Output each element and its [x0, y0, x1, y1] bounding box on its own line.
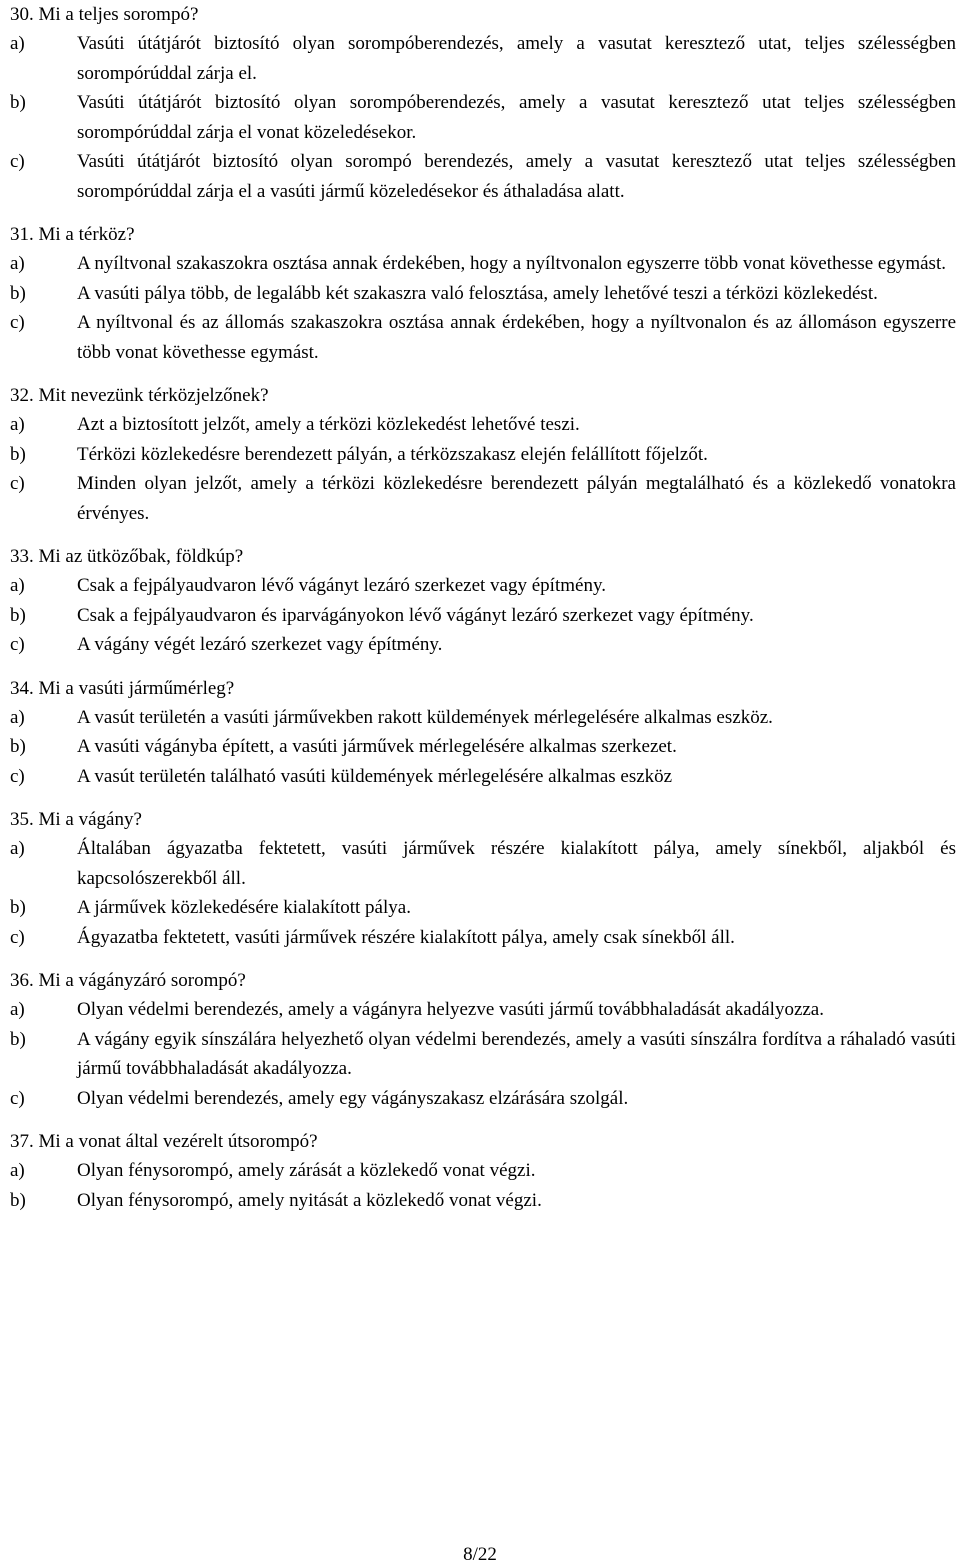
answer-option	[10, 410, 956, 440]
answer-option	[10, 308, 956, 367]
answer-letter: b)	[10, 92, 26, 113]
answer-text: Általában ágyazatba fektetett, vasúti járművek részére kialakított pálya, amely sínekből, aljakból és kapcsolószerekből áll.	[77, 838, 956, 889]
answer-option	[10, 834, 956, 893]
answer-text: A vágány végét lezáró szerkezet vagy építmény.	[77, 634, 443, 655]
answer-letter: c)	[10, 926, 25, 948]
answer-letter: c)	[10, 473, 25, 494]
answer-text: Vasúti útátjárót biztosító olyan sorompóberendezés, amely a vasutat keresztező utat teljes szélességben sorompórúddal zárja el vonat közeledésekor.	[77, 92, 956, 143]
answer-letter: a)	[10, 33, 25, 54]
answer-letter: b)	[10, 1189, 26, 1211]
answer-text: Olyan védelmi berendezés, amely egy vágányszakasz elzárására szolgál.	[77, 1087, 629, 1109]
question-block	[10, 674, 956, 792]
answer-text: A nyíltvonal és az állomás szakaszokra osztása annak érdekében, hogy a nyíltvonalon és az állomáson egyszerre több vonat követhesse egymást.	[77, 312, 956, 363]
answer-text: Csak a fejpályaudvaron lévő vágányt lezáró szerkezet vagy építmény.	[77, 575, 606, 596]
question-block	[10, 220, 956, 367]
answer-text: A vasúti vágányba épített, a vasúti járművek mérlegelésére alkalmas szerkezet.	[77, 736, 677, 757]
answer-text: Olyan fénysorompó, amely nyitását a közlekedő vonat végzi.	[77, 1189, 542, 1211]
answer-option	[10, 571, 956, 601]
question-title: 35. Mi a vágány?	[10, 809, 142, 830]
answer-text: Térközi közlekedésre berendezett pályán, a térközszakasz elején felállított főjelzőt.	[77, 443, 708, 465]
answer-option	[10, 893, 956, 923]
answer-text: A vasút területén a vasúti járművekben rakott küldemények mérlegelésére alkalmas eszköz.	[77, 706, 773, 728]
answer-text: A járművek közlekedésére kialakított pálya.	[77, 897, 411, 918]
answer-text: Olyan védelmi berendezés, amely a vágányra helyezve vasúti jármű továbbhaladását akadályozza.	[77, 999, 824, 1020]
answer-option	[10, 29, 956, 88]
answer-letter: a)	[10, 414, 25, 435]
question-block	[10, 1127, 956, 1215]
question-title: 30. Mi a teljes sorompó?	[10, 4, 199, 25]
question-title: 34. Mi a vasúti járműmérleg?	[10, 677, 235, 699]
answer-letter: a)	[10, 838, 25, 859]
answer-text: A vasúti pálya több, de legalább két szakaszra való felosztása, amely lehetővé teszi a térközi közlekedést.	[77, 282, 878, 304]
question-title: 31. Mi a térköz?	[10, 224, 135, 245]
answer-option	[10, 88, 956, 147]
question-block	[10, 542, 956, 660]
answer-option	[10, 630, 956, 660]
answer-letter: c)	[10, 634, 25, 655]
answer-letter: a)	[10, 706, 25, 728]
answer-option	[10, 440, 956, 470]
answer-letter: c)	[10, 151, 25, 172]
question-title: 33. Mi az ütközőbak, földkúp?	[10, 546, 244, 567]
answer-letter: c)	[10, 1087, 25, 1109]
answer-letter: a)	[10, 575, 25, 596]
question-title: 37. Mi a vonat által vezérelt útsorompó?	[10, 1131, 318, 1152]
answer-option	[10, 1186, 956, 1216]
answer-text: A nyíltvonal szakaszokra osztása annak érdekében, hogy a nyíltvonalon egyszerre több vonat követhesse egymást.	[77, 253, 946, 274]
answer-letter: a)	[10, 999, 25, 1020]
answer-letter: b)	[10, 443, 26, 465]
answer-letter: b)	[10, 604, 26, 626]
question-block	[10, 805, 956, 952]
page-number: 8/22	[463, 1544, 497, 1565]
answer-text: Vasúti útátjárót biztosító olyan sorompó berendezés, amely a vasutat keresztező utat teljes szélességben sorompórúddal zárja el a vasúti jármű közeledésekor és áthaladása alatt.	[77, 151, 956, 202]
answer-option	[10, 1025, 956, 1084]
answer-letter: b)	[10, 1028, 26, 1050]
answer-option	[10, 762, 956, 792]
answer-option	[10, 279, 956, 309]
answer-text: Vasúti útátjárót biztosító olyan sorompóberendezés, amely a vasutat keresztező utat, teljes szélességben sorompórúddal zárja el.	[77, 33, 956, 84]
answer-text: Azt a biztosított jelzőt, amely a térközi közlekedést lehetővé teszi.	[77, 414, 580, 435]
answer-option	[10, 732, 956, 762]
answer-text: Csak a fejpályaudvaron és iparvágányokon lévő vágányt lezáró szerkezet vagy építmény.	[77, 604, 754, 626]
answer-letter: c)	[10, 312, 25, 333]
question-block	[10, 381, 956, 528]
answer-text: Olyan fénysorompó, amely zárását a közlekedő vonat végzi.	[77, 1160, 536, 1181]
answer-option	[10, 923, 956, 953]
answer-letter: a)	[10, 253, 25, 274]
answer-letter: b)	[10, 282, 26, 304]
answer-text: A vágány egyik sínszálára helyezhető olyan védelmi berendezés, amely a vasúti sínszálra fordítva a ráhaladó vasúti jármű továbbhaladását akadályozza.	[77, 1028, 956, 1079]
answer-option	[10, 601, 956, 631]
answer-text: Ágyazatba fektetett, vasúti járművek részére kialakított pálya, amely csak sínekből áll.	[77, 926, 735, 948]
question-block	[10, 0, 956, 206]
answer-letter: b)	[10, 897, 26, 918]
document-body	[10, 0, 956, 1229]
answer-option	[10, 249, 956, 279]
question-title: 36. Mi a vágányzáró sorompó?	[10, 970, 246, 991]
answer-letter: a)	[10, 1160, 25, 1181]
answer-option	[10, 1156, 956, 1186]
question-block	[10, 966, 956, 1113]
answer-letter: c)	[10, 765, 25, 787]
answer-text: Minden olyan jelzőt, amely a térközi közlekedésre berendezett pályán megtalálható és a közlekedő vonatokra érvényes.	[77, 473, 956, 524]
answer-letter: b)	[10, 736, 26, 757]
answer-option	[10, 995, 956, 1025]
question-title: 32. Mit nevezünk térközjelzőnek?	[10, 385, 269, 406]
answer-option	[10, 703, 956, 733]
answer-option	[10, 147, 956, 206]
answer-option	[10, 469, 956, 528]
answer-text: A vasút területén található vasúti küldemények mérlegelésére alkalmas eszköz	[77, 765, 673, 787]
answer-option	[10, 1084, 956, 1114]
